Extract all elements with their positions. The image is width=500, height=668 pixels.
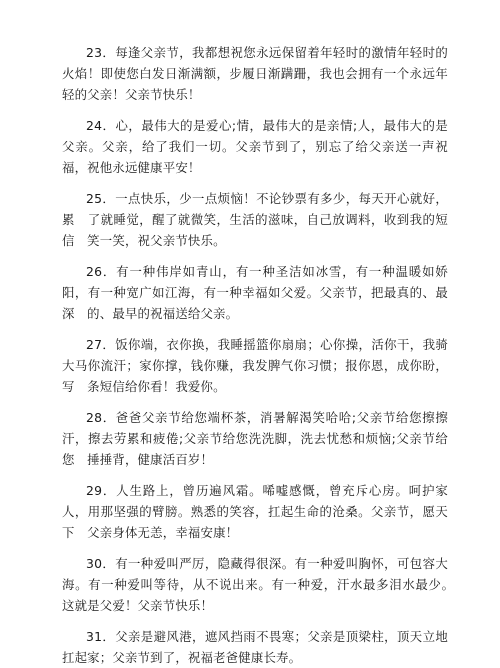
- paragraph-29: 29．人生路上，曾历遍风霜。唏嘘感慨，曾充斥心房。呵护家人，用那坚强的臂膀。熟悉的笑容，扛起生命的沧桑。父亲节，愿天下 父亲身体无恙，幸福安康！: [62, 483, 448, 540]
- paragraph-25: 25．一点快乐，少一点烦恼！不论钞票有多少，每天开心就好，累 了就睡觉，醒了就微笑，生活的滋味，自己放调料，收到我的短信 笑一笑，祝父亲节快乐。: [62, 191, 448, 248]
- paragraph-24: 24．心，最伟大的是爱心;情，最伟大的是亲情;人，最伟大的是 父亲。父亲，给了我们一切。父亲节到了，别忘了给父亲送一声祝 福，祝他永远健康平安！: [62, 118, 461, 175]
- paragraph-27: 27．饭你端，衣你换，我睡摇篮你扇扇；心你操，活你干，我骑大马你流汗；家你撑，钱你赚，我发脾气你习惯；报你恩，成你盼，写 条短信给你看！我爱你。: [62, 337, 448, 394]
- paragraph-31: 31．父亲是避风港，遮风挡雨不畏寒；父亲是顶梁柱，顶天立地扛起家；父亲节到了，祝福老爸健康长寿。: [62, 629, 448, 665]
- paragraph-26: 26．有一种伟岸如青山，有一种圣洁如冰雪，有一种温暖如娇阳，有一种宽广如江海，有一种幸福如父爱。父亲节，把最真的、最深 的、最早的祝福送给父亲。: [62, 264, 448, 321]
- paragraph-30: 30．有一种爱叫严厉，隐藏得很深。有一种爱叫胸怀，可包容大 海。有一种爱叫等待，从不说出来。有一种爱，汗水最多泪水最少。 这就是父爱！父亲节快乐！: [62, 556, 461, 613]
- paragraph-28: 28．爸爸父亲节给您端杯茶，消暑解渴笑哈哈;父亲节给您擦擦汗，擦去劳累和疲倦;父亲节给您洗洗脚，洗去忧愁和烦恼;父亲节给您 捶捶背，健康活百岁！: [62, 410, 448, 467]
- document-body: [62, 42, 461, 668]
- paragraph-23: 23．每逢父亲节，我都想祝您永远保留着年轻时的激情年轻时的 火焰！即使您白发日渐满额，步履日渐蹒跚，我也会拥有一个永远年 轻的父亲！父亲节快乐！: [62, 45, 461, 102]
